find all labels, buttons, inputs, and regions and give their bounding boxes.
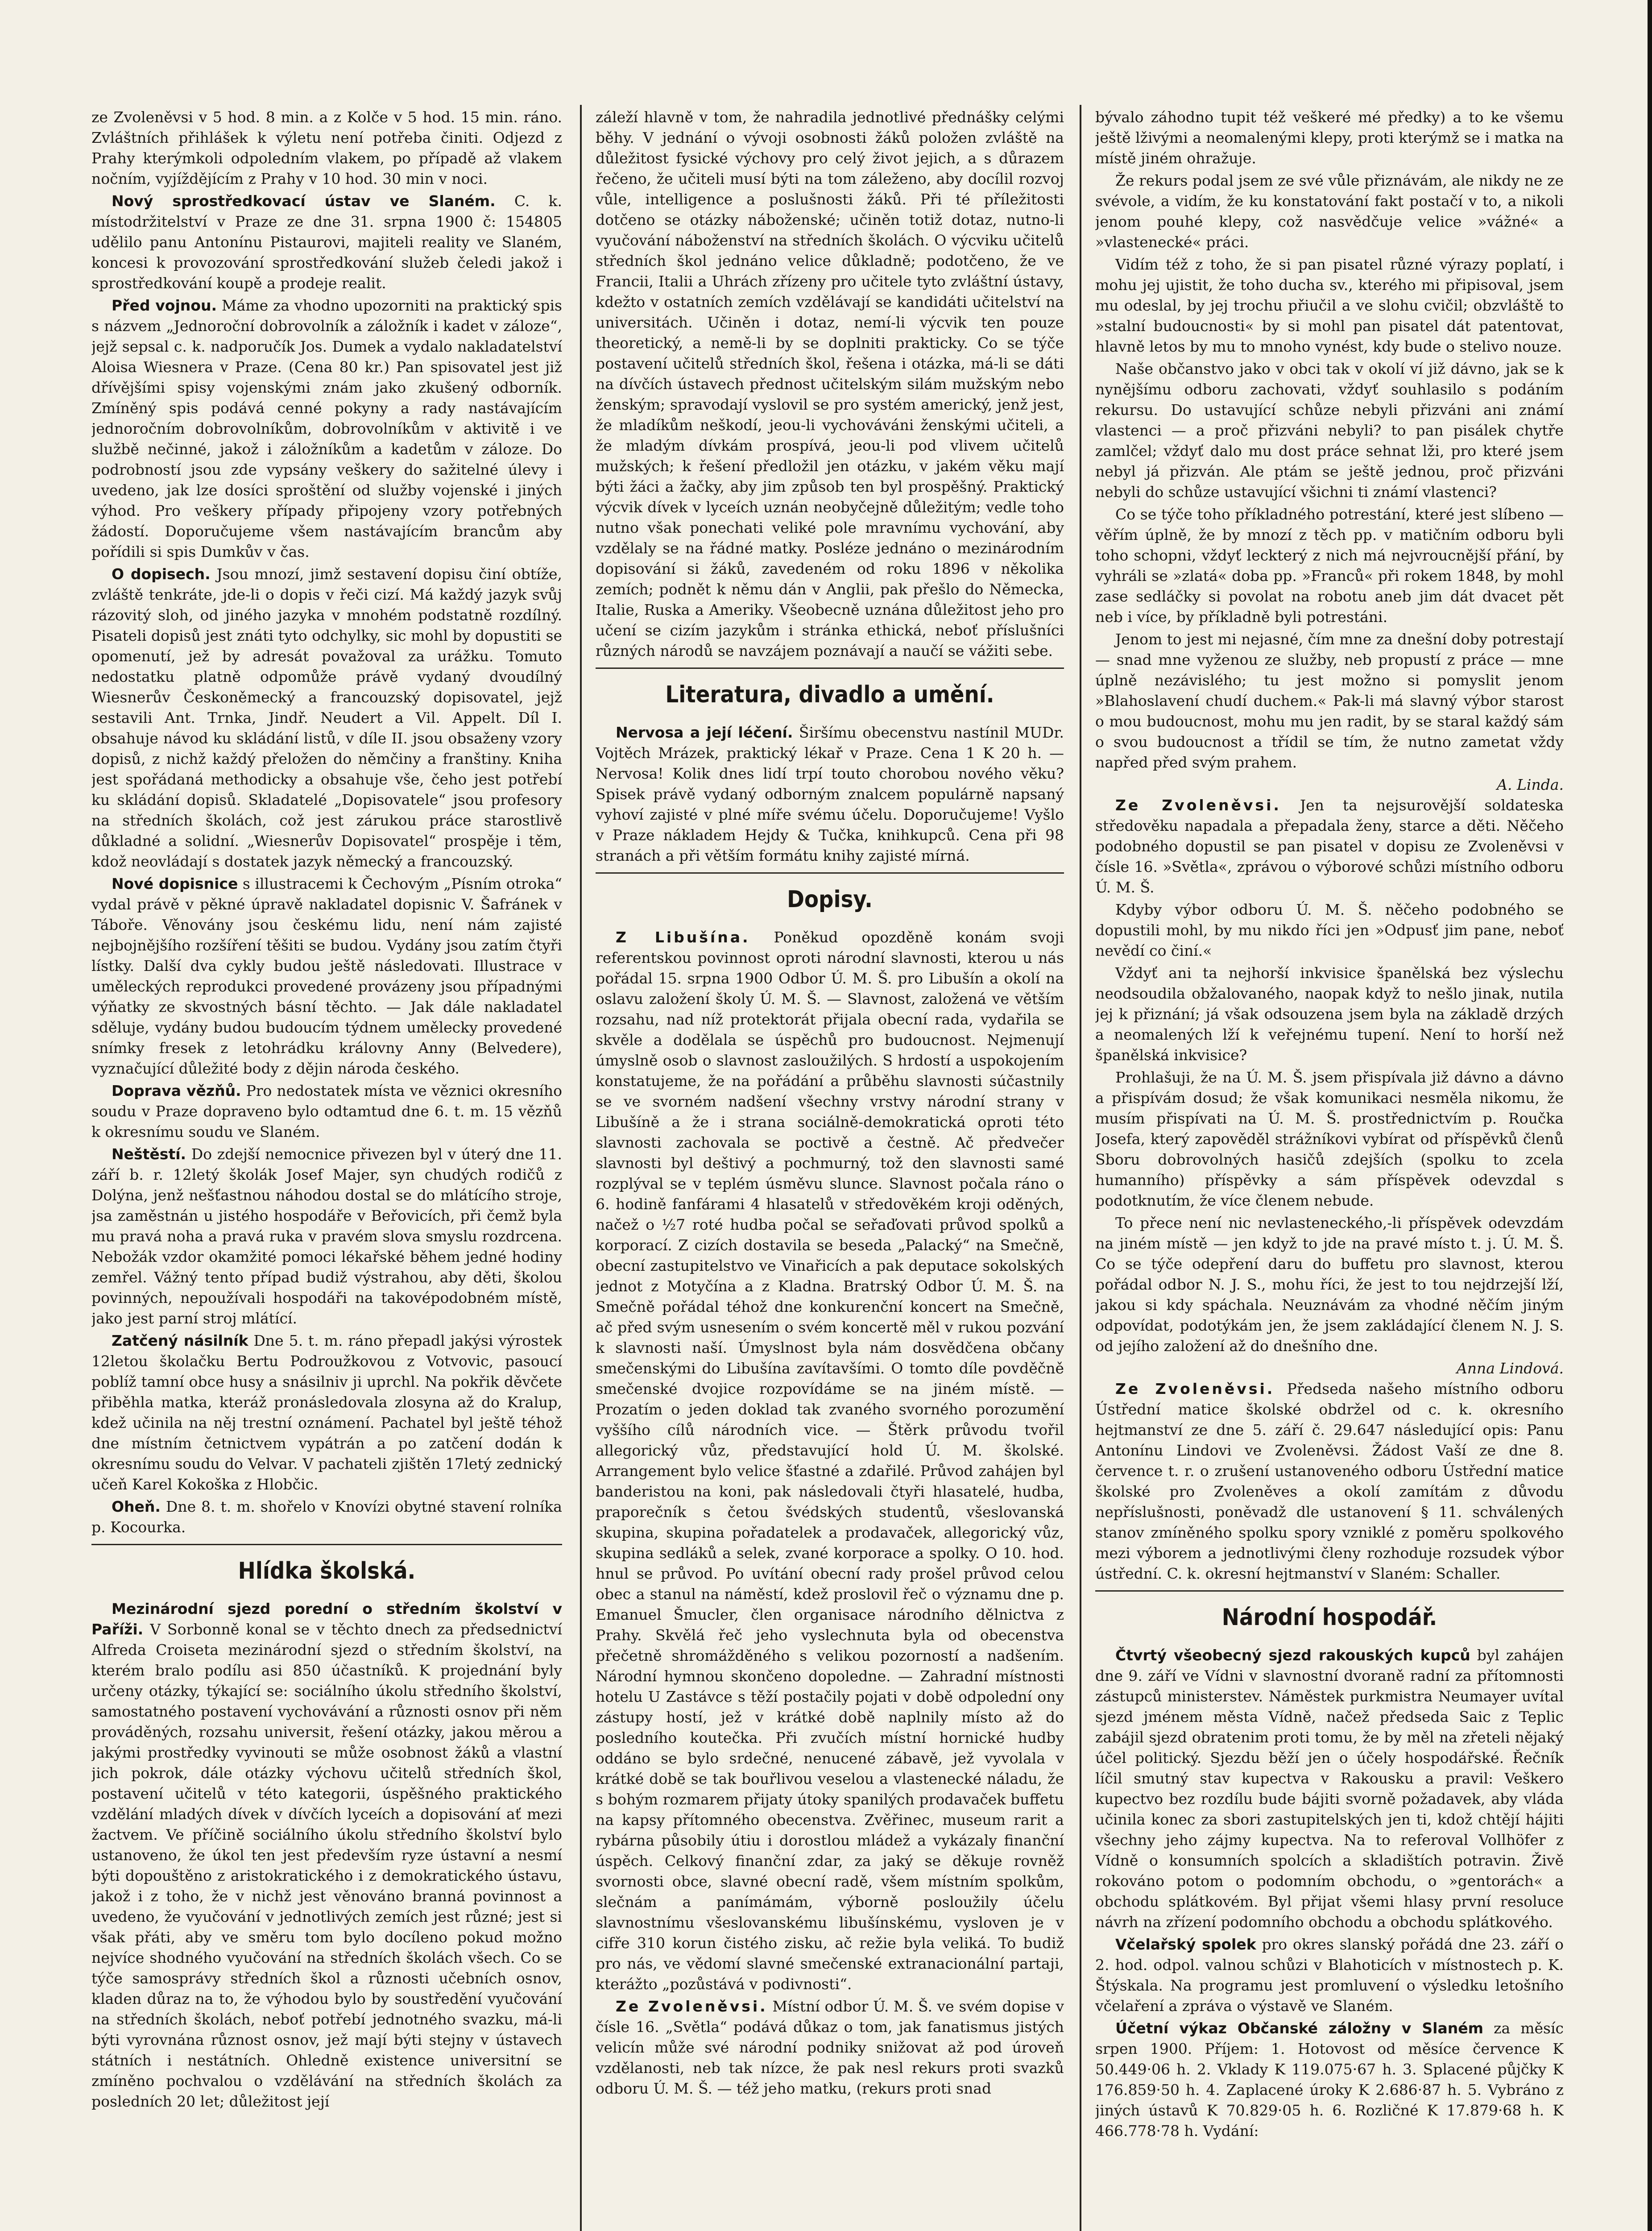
- section-divider: [596, 872, 1064, 874]
- article-text: záleží hlavně v tom, že nahradila jednotlivé přednášky celými běhy. V jednání o vývoji osobnosti žáků položen zvláště na důležitost fysické výchovy pro celý život jejich, a s důrazem řečeno, že učiteli musí býti na tom záleženo, aby docílil rozvoj vůle, intelligence a poslušnosti žáků. Při té příležitosti dotčeno se otázky náboženské; učiněn totiž dotaz, nutno-li vyučování náboženství na středních školách. O výcviku učitelů středních škol jednáno velice důkladně; podotčeno, že ve Francii, Italii a Uhrách zřízeny pro učitele tyto zvláštní ústavy, kdežto v ostatních zemích vzdělávají se kandidáti učitelství na universitách. Učiněn i dotaz, nemí-li výcvik ten pouze theoretický, a nemě-li by se doplniti prakticky. Co se týče postavení učitelů středních škol, řešena i otázka, má-li se dáti na dívčích ústavech přednost učitelským silám mužským nebo ženským; spravodají vyslovil se pro systém americký, jenž jest, že mladíkům neškodí, jeou-li vychováváni ženskými učiteli, a že mladým dívkám prospívá, jeou-li pod vlivem učitelů mužských; k řešení předložil jen otázku, v jakém věku mají býti žáci a žačky, aby jim způsob ten byl prospěšný. Praktický výcvik dívek v lyceích uznán neobyčejně důležitým; vedle toho nutno však ponechati veliké pole mravnímu vychování, aby vzdělaly se na řádné matky. Posléze jednáno o mezinárodním dopisování si žáků, zavedeném od roku 1896 v několika zemích; podnět k němu dán v Anglii, pak přešlo do Německa, Italie, Ruska a Ameriky. Všeobecně uznána důležitost jeho pro učení se cizím jazykům i stránka ethická, neboť příslušníci různých národů se navzájem poznávají a naučí se vážiti sebe.: [596, 108, 1064, 659]
- article-text: Prohlašuji, že na Ú. M. Š. jsem přispívala již dávno a dávno a přispívám dosud; že však komunikaci nesměla nikomu, že musím přispívati na Ú. M. Š. prostřednictvím p. Roučka Josefa, který zapověděl strážníkovi vybírat od příspěvků členů Sboru dobrovolných hasičů zdejších (spolku to zcela humanního) příspěvky a sám příspěvek odevzdal s podotknutím, že více členem nebude.: [1095, 1069, 1564, 1209]
- article-text: Jenom to jest mi nejasné, čím mne za dnešní doby potrestají — snad mne vyženou ze služby, neb propustí z práce — mne úplně nezávislého; tu jest možno si pomyslit jenom »Blahoslavení chudí duchem.« Pak-li má slavný výbor starost o mou budoucnost, mohu mu jen radit, by se staral každý sám o svou budoucnost a třídil se tím, že nutno zametat vždy napřed před svým prahem.: [1095, 630, 1564, 771]
- article-text: s illustracemi k Čechovým „Písním otroka“ vydal právě v pěkné úpravě nakladatel dopisnic V. Šafránek v Táboře. Věnovány jsou českému lidu, není nám zajisté nejbojnějšího rozšíření těšiti se budou. Vydány jsou zatím čtyři lístky. Další dva cykly budou ještě následovati. Illustrace v uměleckých reprodukci provedené provázeny jsou případnými výňatky ze skvostných básní těchto. — Jak dále nakladatel sděluje, vydány budou budoucím týdnem umělecky provedené snímky fresek z letohrádku královny Anny (Belvedere), vyznačující důležité body z dějin národa českého.: [91, 875, 562, 1077]
- article-text: Do zdejší nemocnice přivezen byl v úterý dne 11. září b. r. 12letý školák Josef Majer, syn chudých rodičů z Dolýna, jenž nešťastnou náhodou dostal se do mlátícího stroje, jsa zaměstnán u jistého hospodáře v Beřovicích, při čemž byla mu pravá noha a pravá ruka v pravém slova smyslu rozdrcena. Nebožák vzdor okamžité pomoci lékařské během jedné hodiny zemřel. Vážný tento případ budiž výstrahou, aby děti, školou povinných, nepoužívali hospodáři na takovépodobném místě, jako jest parní stroj mlátící.: [91, 1145, 562, 1327]
- section-divider: [1095, 1590, 1564, 1592]
- article-heading: Nervosa a její léčení.: [616, 724, 793, 741]
- article-text: Jsou mnozí, jimž sestavení dopisu činí obtíže, zvláště tenkráte, jde-li o dopis v řeči cizí. Má každý jazyk svůj rázovitý sloh, od jiného jazyka v mnohém podstatně rozdílný. Pisateli dopisů jest znáti tyto odchylky, sic mohl by dopustiti se opomenutí, jež by adresát považoval za urážku. Tomuto nedostatku platně odpomůže právě vydaný dvoudílný Wiesnerův Českoněmecký a francouzský dopisovatel, jejž sestavili Ant. Trnka, Jindř. Neudert a Vil. Appelt. Díl I. obsahuje návod ku skládání listů, v díle II. jsou obsaženy vzory dopisů, z nichž každý přeložen do němčiny a franštiny. Kniha jest spořádaná methodicky a obsahuje vše, čeho jest potřebí ku skládání dopisů. Skladatelé „Dopisovatele“ jsou profesory na středních školách, což jest zárukou práce starostlivě důkladné a solidní. „Wiesnerův Dopisovatel“ prospěje i těm, kdož neovládají s dostatek jazyk německý a francouzský.: [91, 565, 562, 870]
- article-text: Místní odbor Ú. M. Š. ve svém dopise v čísle 16. „Světla“ podává důkaz o tom, jak fanatismus jistých velicín může své národní podniky snižovat až pod úroveň vzdělanosti, neb tak nízce, že pak nesl rekurs proti svazků odboru Ú. M. Š. — též jeho matku, (rekurs proti snad: [596, 1998, 1064, 2097]
- article-heading: Ze Zvoleněvsi.: [1115, 796, 1281, 814]
- article-heading: Nové dopisnice: [112, 875, 238, 892]
- article-text: Poněkud opozděně konám svoji referentskou povinnost oproti národní slavnosti, kterou u nás pořádal 15. srpna 1900 Odbor Ú. M. Š. pro Libušín a okolí na oslavu založení školy Ú. M. Š. — Slavnost, založená ve větším rozsahu, nad níž protektorát přijala obecní rada, vydařila se skvěle a dodělala se úspěchů pro budoucnost. Nejmenují úmyslně osob o slavnost zasloužilých. S hrdostí a uspokojením konstatujeme, že na pořádání a průběhu slavnosti súčastnily se ve svorném nadšení všechny vrstvy národní strany v Libušíně a že i strana sociálně-demokratická oproti této slavnosti zachovala se poctivě a čestně. Ač předvečer slavnosti byl deštivý a pochmurný, tož den slavnosti samé rozplýval se v teplém úsměvu slunce. Slavnost počala ráno o 6. hodině fanfárami 4 hlasatelů v středověkém kroji oděných, načež o ½7 roté hudba počal se seřaďovati průvod spolků a korporací. Z cizích dostavila se beseda „Palacký“ na Smečně, obecní zastupitelstvo ve Vinařicích a pak deputace sokolských jednot z Motyčína a z Kladna. Bratrský Odbor Ú. M. Š. na Smečně pořádal téhož dne konkurenční koncert na Smečně, ač před svým usnesením o svém koncertě měl v rukou pozvání k slavnosti naší. Úmyslnost byla nám dosvědčena občany smečenskými do Libušína zavítavšími. O tomto díle povděčně smečenské dvojice rozpovídáme se na jiném místě. — Prozatím o jeden doklad tak zvaného svorného porozumění vyššího cílů národních vice. — Štěrk průvodu tvořil allegorický vůz, představující hold Ú. M. školské. Arrangement bylo velice šťastné a zdařilé. Průvod zahájen byl banderistou na koni, pak následovali čtyři hlasatelé, hudba, praporečník s četou švédských studentů, všeslovanská skupina, skupina pořadatelek a prodavaček, allegorický vůz, skupina sedláků a selek, zvané korporace a spolky. O 10. hod. hnul se průvod. Po uvítání obecní rady prošel průvod celou obec a stanul na náměstí, kdež proslovil řeč o významu dne p. Emanuel Šmucler, člen organisace národního dělnictva z Prahy. Skvělá řeč jeho vyslechnuta byla od obecenstva přečetně shromážděného s velikou pozorností a nadšením. Národní hymnou skončeno dopoledne. — Zahradní místnosti hotelu U Zastávce s těží postačily pojati v době odpolední ony zástupy hostí, jež v krátké době naplnily místo až do posledního koutečka. Při zvučích místní hornické hudby oddáno se bylo srdečné, nenucené zábavě, jež vyvolala v krátké době se tak bouřlivou veselou a vlastenecké náladu, že s bohým rozmarem přijaty útoky spanilých prodavaček buffetu na kapsy přítomného obecenstva. Zvěřinec, museum rarit a rybárna působily útiu i dorostlou mládež a vykázaly finanční úspěch. Celkový finanční zdar, za jaký se děkuje rovněž svornosti obce, slavné obecní radě, všem místním spolkům, slečnám a panímámám, výborně posloužily účelu slavnostnímu všeslovanskému libušínskému, vysloven je v cifře 310 korun čistého zisku, ač režie byla veliká. To budiž pro nás, ve vědomí slavné smečenské extranacionální partaji, kterážto „pozůstává v podivnosti“.: [596, 929, 1064, 1993]
- article-heading: Zatčený násilník: [112, 1332, 248, 1349]
- signature: Anna Lindová.: [1456, 1360, 1564, 1377]
- article-text: Dne 5. t. m. ráno přepadl jakýsi výrostek 12letou školačku Bertu Podroužkovou z Votvovic, pasoucí poblíž tamní obce husy a snásilniv ji uprchl. Na pokřik děvčete přiběhla matka, kteráž pronásledovala zlosyna až do Kralup, kdež učinila na něj trestní oznámení. Pachatel byl ještě téhož dne místním četnictvem vypátrán a po zatčení dodán k okresnímu soudu do Velvar. V pachateli zjištěn 17letý zednický učeň Karel Kokoška z Hlobčic.: [91, 1332, 562, 1493]
- article-text: C. k. místodržitelství v Praze ze dne 31. srpna 1900 č: 154805 udělilo panu Antonínu Pistaurovi, majiteli reality ve Slaném, koncesi k provozování sprostředkování služeb čeledi jakož i sprostředkování koupě a prodeje realit.: [91, 192, 562, 292]
- article-text: ze Zvoleněvsi v 5 hod. 8 min. a z Kolče v 5 hod. 15 min. ráno. Zvláštních přihlášek k výletu není potřeba činiti. Odjezd z Prahy kterýmkoli odpoledním vlakem, po případě až vlakem nočním, vyjíždějícím z Prahy v 10 hod. 30 min v noci.: [91, 108, 562, 187]
- section-title-school: Hlídka školská.: [238, 1558, 416, 1584]
- article-heading: O dopisech.: [112, 565, 211, 583]
- article-text: Že rekurs podal jsem ze své vůle přiznávám, ale nikdy ne ze svévole, a vidím, že ku konstatování fakt postačí v to, a nikoli jenom pouhé klepy, což nasvědčuje velice »vážné« a »vlastenecké« práci.: [1095, 172, 1564, 251]
- article-text: Širšímu obecenstvu nastínil MUDr. Vojtěch Mrázek, praktický lékař v Praze. Cena 1 K 20 h. — Nervosa! Kolik dnes lidí trpí touto chorobou nového věku? Spisek právě vydaný odborným znalcem populárně napsaný vyhoví zajisté v plné míře svému účelu. Doporučujeme! Vyšlo v Praze nákladem Hejdy & Tučka, knihkupců. Cena při 98 stranách a při větším formátu knihy zajisté mírná.: [596, 724, 1064, 864]
- page-edge: [1648, 0, 1652, 2231]
- article-text: Dne 8. t. m. shořelo v Knovízi obytné stavení rolníka p. Kocourka.: [91, 1498, 562, 1536]
- article-heading: Nový sprostředkovací ústav ve Slaném.: [112, 192, 496, 210]
- article-text: bývalo záhodno tupit též veškeré mé předky) a to ke všemu ještě lživými a neomalenými klepy, proti kterýmž se i matka na místě jiném ohražuje.: [1095, 108, 1564, 167]
- article-text: Jen ta nejsurovější soldateska středověku napadala a přepadala ženy, starce a děti. Něčeho podobného dopustil se pan pisatel v dopisu ze Zvoleněvsi v čísle 16. »Světla«, zprávou o výborové schůzi místního odboru Ú. M. Š.: [1095, 796, 1564, 896]
- column-rule: [580, 105, 582, 2231]
- article-heading: Před vojnou.: [112, 297, 217, 314]
- article-text: Vždyť ani ta nejhorší inkvisice španělská bez výslechu neodsoudila obžalovaného, naopak když to nešlo jinak, nutila jej k přiznání; já však odsouzena jsem byla na základě drzých a neomalených lží k veřejnému tupení. Není to horší než španělská inkvisice?: [1095, 964, 1564, 1064]
- article-heading: Včelařský spolek: [1115, 1936, 1256, 1953]
- article-text: za měsíc srpen 1900. Příjem: 1. Hotovost od měsíce července K 50.449·06 h. 2. Vklady K 119.075·67 h. 3. Splacené půjčky K 176.859·50 h. 4. Zaplacené úroky K 2.686·87 h. 5. Vybráno z jiných ústavů K 70.829·05 h. 6. Rozličné K 17.879·68 h. K 466.778·78 h. Vydání:: [1095, 2020, 1564, 2140]
- article-heading: Neštěstí.: [112, 1145, 186, 1163]
- section-title-literature: Literatura, divadlo a umění.: [665, 681, 994, 708]
- article-text: Vidím též z toho, že si pan pisatel různé výrazy poplatí, i mohu jej ujistit, že toho ducha sv., kterého mi připisoval, jsem mu odeslal, by jej trochu přiučil a ve slohu cvičil; obzvláště to »stalní budoucnosti« by si mohl pan pisatel dát patentovat, hlavně letos by mu to mnoho vynést, kdy bude o stelivo nouze.: [1095, 256, 1564, 355]
- article-text: Máme za vhodno upozorniti na praktický spis s názvem „Jednoroční dobrovolník a záložník i kadet v záloze“, jejž sepsal c. k. nadporučík Jos. Dumek a vydalo nakladatelství Aloisa Wiesnera v Praze. (Cena 80 kr.) Pan spisovatel jest již dřívějšími spisy vojenskými znám jako zkušený odborník. Zmíněný spis podává cenné pokyny a rady nastávajícím jednoročním dobrovolníkům, dobrovolníkům v aktivitě i ve službě nečinné, jakož i záložníkům a kadetům v záloze. Do podrobností jsou zde vypsány veškery do sažitelné úlevy i uvedeno, jak lze dosíci sproštění od služby vojenské i jiných výhod. Pro veškery případy připojeny vzory potřebných žádostí. Doporučujeme všem nastávajícím brancům aby pořídili si spis Dumkův v čas.: [91, 297, 562, 560]
- article-text: Kdyby výbor odboru Ú. M. Š. něčeho podobného se dopustili mohl, by mu nikdo říci jen »Odpusť jim pane, neboť nevědí co činí.«: [1095, 901, 1564, 959]
- article-text: pro okres slanský pořádá dne 23. září o 2. hod. odpol. valnou schůzi v Blahoticích v místnostech p. K. Štýskala. Na programu jest promluvení o výsledku letošního včelaření a zpráva o výstavě ve Slaném.: [1095, 1936, 1564, 2015]
- section-divider: [596, 668, 1064, 669]
- article-text: Předseda našeho místního odboru Ústřední matice školské obdržel od c. k. okresního hejtmanství ze dne 5. září č. 29.647 následující opis: Panu Antonínu Lindovi ve Zvoleněvsi. Žádost Vaší ze dne 8. července t. r. o zrušení ustanoveného odboru Ústřední matice školské pro Zvoleněves a okolí zamítám z důvodu nepříslušnosti, poněvadž dle ustanovení § 11. schválených stanov zmíněného spolku spory vzniklé z poměru spolkového mezi výborem a jednotlivými členy rozhoduje rozsudek výbor ústřední. C. k. okresní hejtmanství v Slaném: Schaller.: [1095, 1380, 1564, 1582]
- column-middle: [596, 107, 1064, 2231]
- article-text: To přece není nic nevlasteneckého,-li příspěvek odevzdám na jiném místě — jen když to jde na pravé místo t. j. Ú. M. Š. Co se týče odepření daru do buffetu pro slavnost, kterou pořádal odbor N. J. S., mohu říci, že jest to tou nejdrzejší lží, jakou si kdy spáchala. Neuznávám za vhodné něčím jiným odpovídat, podotýkám jen, že jsem zakládající členem N. J. S. od jejího založení až do dnešního dne.: [1095, 1214, 1564, 1355]
- column-rule: [1080, 105, 1081, 2231]
- article-heading: Čtvrtý všeobecný sjezd rakouských kupců: [1115, 1646, 1470, 1664]
- article-text: V Sorbonně konal se v těchto dnech za předsednictví Alfreda Croiseta mezinárodní sjezd o středním školství, na kterém bralo podílu asi 850 účastníků. K projednání byly určeny otázky, týkající se: sociálního úkolu středního školství, samostatného postavení vychovávání a různosti osnov při něm prováděných, rozsahu universit, řešení otázky, jakou měrou a jakými prostředky vyvinouti se může osobnost žáků a vlastní jich pokrok, dále otázky výchovu učitelů středních škol, postavení učitelů v této kategorii, úspěšného praktického vzdělání mladých dívek v dívčích lyceích a dopisování ať mezi žactvem. Ve příčině sociálního úkolu středního školství bylo ustanoveno, že úkol ten jest především ryze ústavní a nesmí býti dopouštěno z aristokratického i z demokratického ústavu, jakož i z toho, že v nichž jest věnováno branná povinnost a uvedeno, že vyučování v jednotlivých zemích jest různé; jest si však přáti, aby ve směru tom bylo docíleno pokud možno nejvíce shodného vyučování na středních školách všech. Co se týče samosprávy středních škol a různosti učebních osnov, kladen důraz na to, že výhodou bylo by soustředění vyučování na středních školách, neboť potřebí jednotného svazku, má-li býti vyrovnána různost osnov, jež mají býti stejny v ústavech státních i nestátních. Ohledně existence universitní se zmíněno pochvalou o vzdělávání na středních školách za posledních 20 let; důležitost její: [91, 1621, 562, 2110]
- article-heading: Mezinárodní sjezd porední o středním školství v Paříži.: [91, 1600, 562, 1638]
- signature: A. Linda.: [1497, 776, 1564, 793]
- section-title-economy: Národní hospodář.: [1221, 1604, 1437, 1631]
- article-heading: Účetní výkaz Občanské záložny v Slaném: [1115, 2020, 1483, 2037]
- column-left: [91, 107, 562, 2231]
- section-title-letters: Dopisy.: [787, 886, 873, 913]
- article-text: Pro nedostatek místa ve věznici okresního soudu v Praze dopraveno bylo odtamtud dne 6. t. m. 15 vězňů k okresnímu soudu ve Slaném.: [91, 1082, 562, 1140]
- section-divider: [91, 1544, 562, 1545]
- column-right: [1095, 107, 1564, 2231]
- article-heading: Ze Zvoleněvsi.: [616, 1998, 768, 2015]
- article-heading: Z Libušína.: [616, 929, 750, 946]
- article-text: byl zahájen dne 9. září ve Vídni v slavnostní dvoraně radní za přítomnosti zástupců ministerstev. Náměstek purkmistra Neumayer uvítal sjezd jménem města Vídně, načež předseda Saic z Teplic zabájil sjezd obratenim proti tomu, že by měl na zřeteli nějaký účel politický. Sjezdu běží jen o účely hospodářské. Řečník líčil smutný stav kupectva v Rakousku a pravil: Veškero kupectvo bez rozdílu bude bájiti svorně požadavek, aby vláda učinila konec za sbori zastupitelských jen ti, kdož chtějí hájiti všechny jeho zájmy kupectva. Na to referoval Vollhöfer z Vídně o konsumních spolcích a skladištích potravin. Živě rokováno potom o podomním obchodu, o »gentorách« a obchodu splátkovém. Byl přijat všemi hlasy první resoluce návrh na zřízení podomního obchodu a obchodu splátkového.: [1095, 1646, 1564, 1931]
- article-heading: Doprava vězňů.: [112, 1082, 241, 1099]
- article-text: Co se týče toho příkladného potrestání, které jest slíbeno — věřím úplně, že by mnozí z těch pp. v matičním odboru byli toho schopni, vždyť leckterý z nich má nejvroucnější přání, by vyhráli se »zlatá« doba pp. »Franců« při rokem 1848, by mohl zase sedláčky si povolat na robotu aneb jim dát dvacet pět neb i více, by příkladně byli potrestáni.: [1095, 506, 1564, 626]
- article-heading: Oheň.: [112, 1498, 161, 1515]
- article-heading: Ze Zvoleněvsi.: [1115, 1380, 1275, 1397]
- article-text: Naše občanstvo jako v obci tak v okolí ví již dávno, jak se k nynějšímu odboru zachovati, vždyť souhlasilo s podáním rekursu. Do ustavující schůze nebyli přizváni ani známí vlastenci — a proč přizváni nebyli? to pan pisálek chytře zamlčel; vždyť dalo mu dost práce sehnat lži, pro které jsem nebyl já přizván. Ale ptám se ještě jednou, proč přizváni nebyli do schůze ustavující všichni ti známí vlastenci?: [1095, 360, 1564, 501]
